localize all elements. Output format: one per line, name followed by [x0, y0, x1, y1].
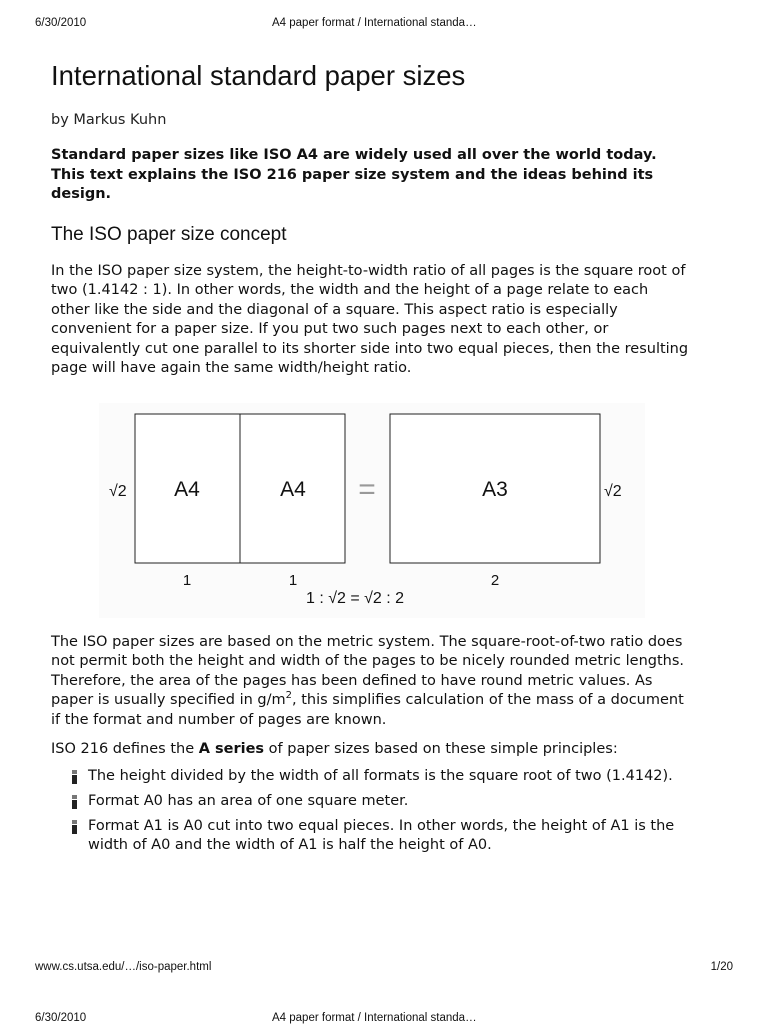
paragraph-aspect-ratio: In the ISO paper size system, the height-to-width ratio of all pages is the square root of two (1.4142 : 1). In other words, the width and the height of a page relate to each other like the side and the diagonal of a square. This aspect ratio is especially convenient for a paper size. If you put two such pages next to each other, or equivalently cut one parallel to its shorter side into two equal pieces, then the resulting page will have again the same width/height ratio. — [51, 262, 689, 376]
bullet-marker — [72, 770, 77, 784]
list-item-text: Format A1 is A0 cut into two equal pieces. In other words, the height of A1 is the width of A0 and the width of A1 is half the height of A0. — [88, 817, 675, 853]
print-title: A4 paper format / International standa… — [272, 17, 477, 29]
next-page-date: 6/30/2010 — [35, 1012, 87, 1024]
a-series-term: A series — [198, 741, 265, 757]
list-item-text: Format A0 has an area of one square meter. — [88, 792, 409, 809]
superscript-two: 2 — [285, 690, 293, 702]
paper-size-svg — [99, 403, 645, 618]
print-footer — [0, 961, 768, 977]
right-height-label: √2 — [604, 482, 622, 500]
lead-paragraph: Standard paper sizes like ISO A4 are widely used all over the world today. This text explains the ISO 216 paper size system and the ideas behind its design. — [51, 147, 657, 202]
a3-label: A3 — [482, 477, 508, 501]
article — [51, 56, 691, 861]
section-heading: The ISO paper size concept — [51, 223, 287, 245]
a4-label-left: A4 — [174, 477, 200, 501]
print-header — [0, 17, 768, 33]
ratio-formula: 1 : √2 = √2 : 2 — [305, 589, 405, 607]
next-page-title: A4 paper format / International standa… — [272, 1012, 477, 1024]
width-label-middle: 1 — [288, 571, 298, 589]
paragraph-metric-system — [51, 633, 691, 731]
metric-text-end: , this simplifies calculation of the mass of a document if the format and number of pages are known. — [51, 692, 684, 728]
equals-sign: = — [358, 472, 376, 506]
print-url: www.cs.utsa.edu/…/iso-paper.html — [35, 961, 212, 973]
page-title: International standard paper sizes — [51, 60, 466, 91]
author-byline: by Markus Kuhn — [51, 112, 167, 128]
a4-label-middle: A4 — [280, 477, 306, 501]
next-page-header — [0, 1012, 768, 1024]
paper-size-diagram — [99, 403, 645, 618]
a-series-text-start: ISO 216 defines the — [51, 741, 199, 757]
print-date: 6/30/2010 — [35, 17, 87, 29]
list-item — [51, 767, 691, 786]
paragraph-a-series — [51, 740, 691, 760]
page-number: 1/20 — [710, 961, 733, 973]
width-label-left: 1 — [182, 571, 192, 589]
principles-list — [51, 767, 691, 855]
metric-text-start: The ISO paper sizes are based on the metric system. The square-root-of-two ratio does not permit both the height and width of the pages to be nicely rounded metric lengths. Therefore, the area of the pages has been defined to have round metric values. As paper is usually specified in g/m — [51, 633, 685, 708]
bullet-marker — [72, 795, 77, 809]
list-item-text: The height divided by the width of all formats is the square root of two (1.4142). — [88, 767, 673, 784]
left-height-label: √2 — [109, 482, 127, 500]
list-item — [51, 792, 691, 811]
list-item — [51, 817, 691, 855]
a-series-text-end: of paper sizes based on these simple principles: — [264, 741, 618, 757]
width-label-right: 2 — [490, 571, 500, 589]
bullet-marker — [72, 820, 77, 834]
